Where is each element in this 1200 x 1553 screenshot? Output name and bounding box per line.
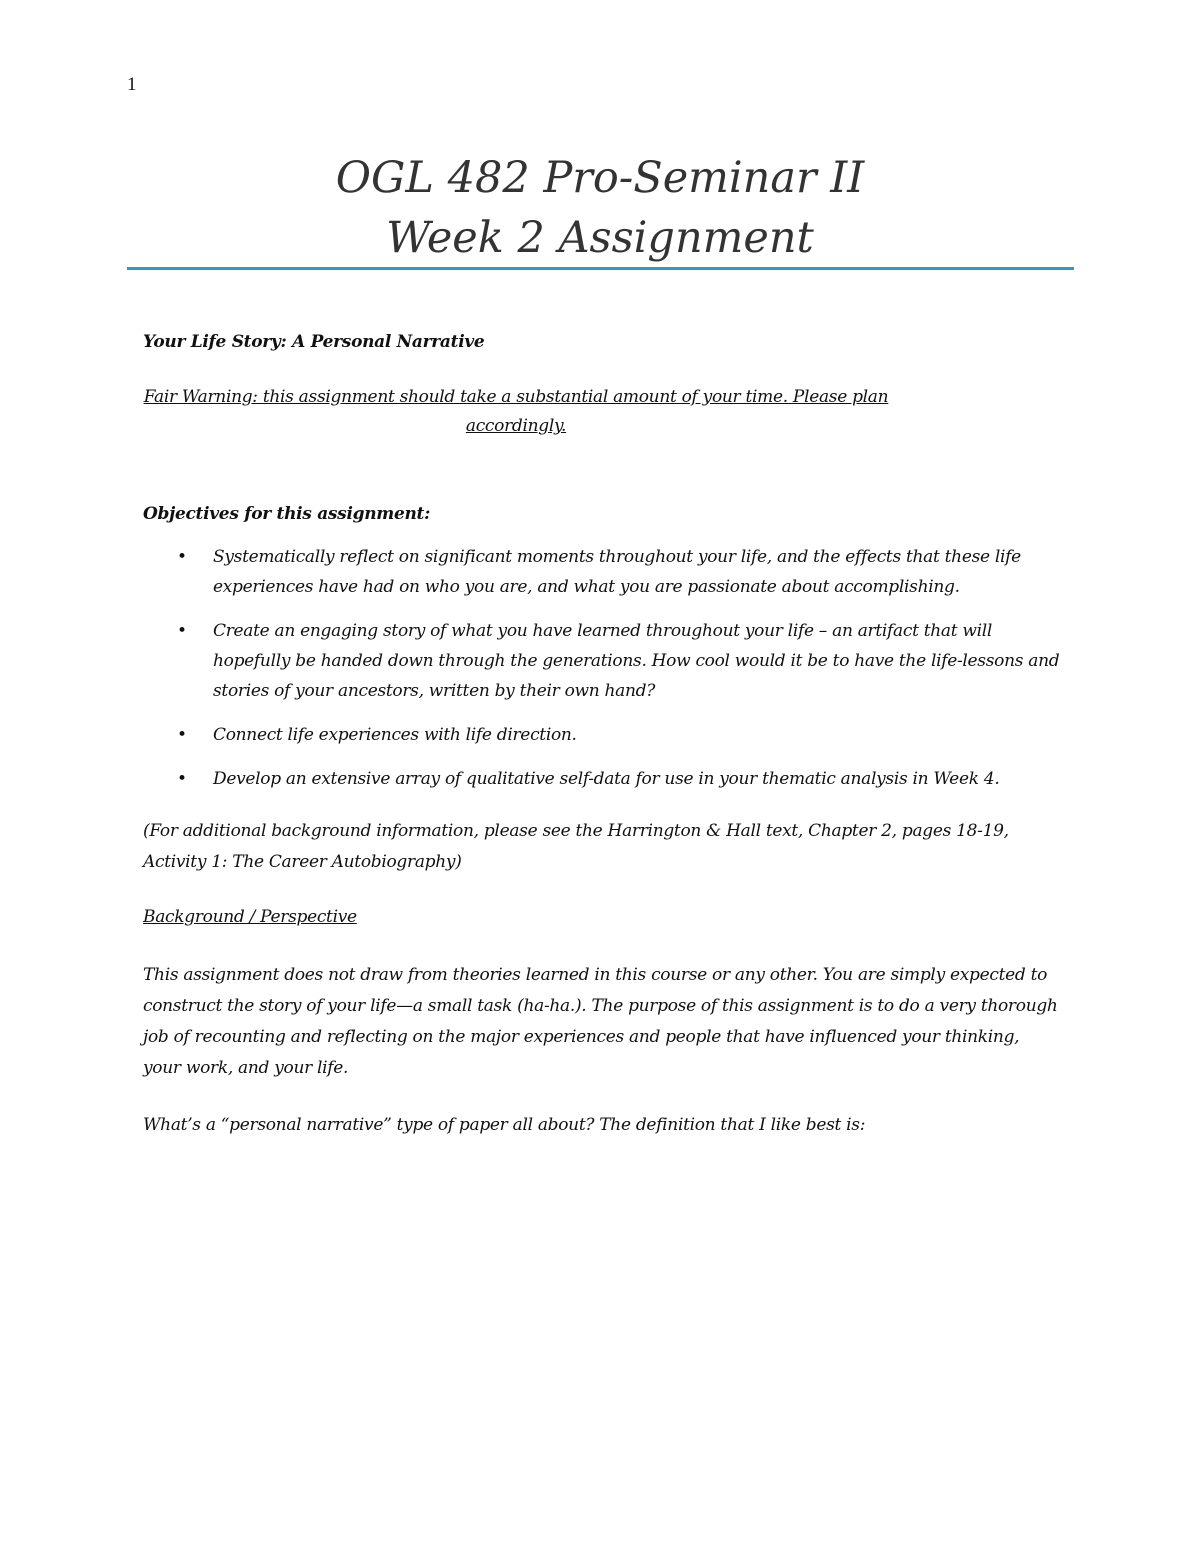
fair-warning-note: Fair Warning: this assignment should take a substantial amount of your time. Please plan accordingly. <box>143 387 889 436</box>
list-item <box>143 764 1061 794</box>
bullet-icon: • <box>177 621 187 641</box>
list-item <box>143 542 1061 602</box>
assignment-subtitle: Your Life Story: A Personal Narrative <box>143 332 485 352</box>
list-item <box>143 720 1061 750</box>
background-paragraph: This assignment does not draw from theories learned in this course or any other. You are simply expected to construct the story of your life—a small task (ha-ha.). The purpose of this assignment is to do a very thorough job of recounting and reflecting on the major experiences and people that have influenced your thinking, your work, and your life. <box>143 965 1058 1078</box>
list-item <box>143 616 1061 706</box>
bullet-icon: • <box>177 725 187 745</box>
bullet-icon: • <box>177 769 187 789</box>
document-body <box>143 327 1061 1167</box>
title-line-assignment: Week 2 Assignment <box>386 213 814 263</box>
objectives-list <box>143 542 1061 794</box>
title-divider <box>127 267 1074 270</box>
page-number: 1 <box>127 74 137 95</box>
objective-text: Systematically reflect on significant moments throughout your life, and the effects that these life experiences have had on who you are, and what you are passionate about accomplishing. <box>213 547 1021 597</box>
title-line-course: OGL 482 Pro-Seminar II <box>335 153 865 203</box>
section-heading-background: Background / Perspective <box>143 907 357 927</box>
objectives-heading: Objectives for this assignment: <box>143 504 431 524</box>
background-reference-note: (For additional background information, please see the Harrington & Hall text, Chapter 2, pages 18-19, Activity 1: The Career Autobiography) <box>143 821 1009 872</box>
objective-text: Connect life experiences with life direction. <box>213 725 577 745</box>
document-title <box>127 148 1073 268</box>
objective-text: Develop an extensive array of qualitative self-data for use in your thematic analysis in Week 4. <box>213 769 1000 789</box>
definition-lead-in: What’s a “personal narrative” type of paper all about? The definition that I like best is: <box>143 1115 866 1135</box>
bullet-icon: • <box>177 547 187 567</box>
objective-text: Create an engaging story of what you have learned throughout your life – an artifact that will hopefully be handed down through the generations. How cool would it be to have the life-lessons and stories of your ancestors, written by their own hand? <box>213 621 1060 701</box>
